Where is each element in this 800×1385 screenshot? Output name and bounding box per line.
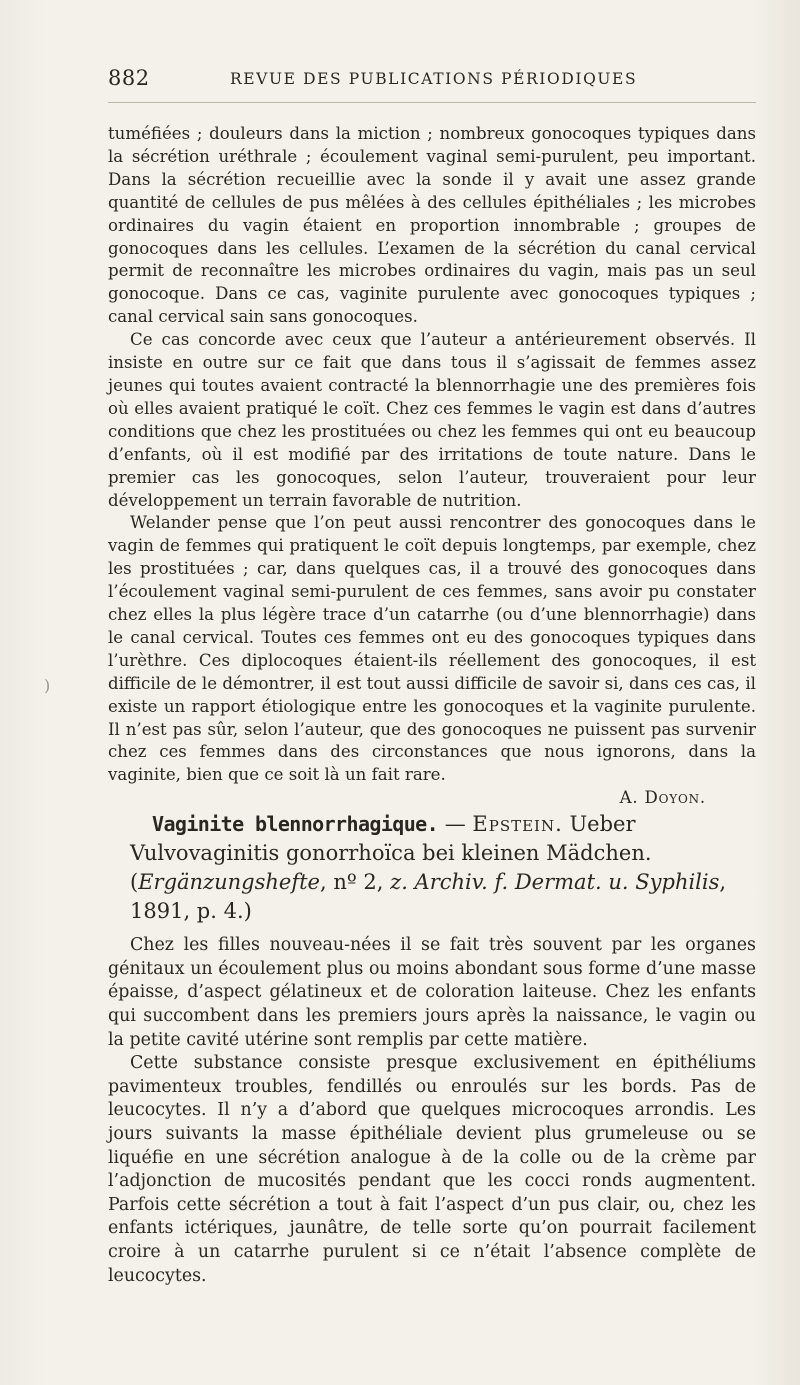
paragraph-5: Cette substance consiste presque exclusivement en épithéliums pavimenteux troubles, fendillés ou enroulés sur les bords. Pas de leucocytes. Il n’y a d’abord que quelques microcoques arrondis. Les jours suivants la masse épithéliale devient plus grumeleuse ou se liquéfie en une sécrétion analogue à de la colle ou de la crème par l’adjonction de mucosités pendant que les cocci ronds augmentent. Parfois cette sécrétion a tout à fait l’aspect d’un pus clair, ou, chez les enfants ictériques, jaunâtre, de telle sorte qu’on pourrait facilement croire à un catarrhe purulent si ce n’était l’absence complète de leucocytes.: [108, 1053, 756, 1286]
article-author: Epstein.: [472, 812, 563, 837]
paragraph-1: tuméfiées ; douleurs dans la miction ; nombreux gonocoques typiques dans la sécrétion uréthrale ; écoulement vaginal semi-purulent, peu important. Dans la sécrétion recueillie avec la sonde il y avait une assez grande quantité de cellules de pus mêlées à des cellules épithéliales ; les microbes ordinaires du vagin étaient en proportion innombrable ; groupes de gonocoques dans les cellules. L’examen de la sécrétion du canal cervical permit de reconnaître les microbes ordinaires du vagin, mais pas un seul gonocoque. Dans ce cas, vaginite purulente avec gonocoques typiques ; canal cervical sain sans gonocoques.: [108, 124, 756, 327]
running-title: REVUE DES PUBLICATIONS PÉRIODIQUES: [230, 70, 638, 88]
page-number: 882: [108, 66, 150, 90]
header-rule: [108, 102, 756, 103]
page-body: [108, 123, 756, 1288]
author-signature: A. Doyon.: [619, 788, 706, 808]
running-header: [108, 66, 756, 100]
issue-number: , nº 2,: [319, 870, 391, 895]
margin-mark: ): [44, 676, 51, 695]
article-body: [108, 934, 756, 1288]
article-title: Ueber Vulvovaginitis gonorrhoïca bei kleinen Mädchen. (: [130, 812, 652, 895]
paragraph-2: Ce cas concorde avec ceux que l’auteur a antérieurement observés. Il insiste en outre sur ce fait que dans tous il s’agissait de femmes assez jeunes qui toutes avaient contracté la blennorrhagie une des premières fois où elles avaient pratiqué le coït. Chez ces femmes le vagin est dans d’autres conditions que chez les prostituées ou chez les femmes qui ont eu beaucoup d’enfants, où il est modifié par des irritations de toute nature. Dans le premier cas les gonocoques, selon l’auteur, trouveraient pour leur développement un terrain favorable de nutrition.: [108, 330, 756, 510]
heading-dash: —: [438, 812, 473, 837]
article-subject: Vaginite blennorrhagique.: [152, 812, 439, 837]
paragraph-4: Chez les filles nouveau-nées il se fait très souvent par les organes génitaux un écoulement plus ou moins abondant sous forme d’une masse épaisse, d’aspect gélatineux et de coloration laiteuse. Chez les enfants qui succombent dans les premiers jours après la naissance, le vagin ou la petite cavité utérine sont remplis par cette matière.: [108, 935, 756, 1050]
journal-supplement: Ergänzungshefte: [138, 870, 320, 895]
citation-end: , 1891, p. 4.): [130, 870, 727, 924]
journal-name: z. Archiv. f. Dermat. u. Syphilis: [390, 870, 720, 895]
article-heading: [108, 810, 756, 926]
paragraph-3: Welander pense que l’on peut aussi rencontrer des gonocoques dans le vagin de femmes qui pratiquent le coït depuis longtemps, par exemple, chez les prostituées ; car, dans quelques cas, il a trouvé des gonocoques dans l’écoulement vaginal semi-purulent de ces femmes, sans avoir pu constater chez elles la plus légère trace d’un catarrhe (ou d’une blennorrhagie) dans le canal cervical. Toutes ces femmes ont eu des gonocoques typiques dans l’urèthre. Ces diplocoques étaient-ils réellement des gonocoques, il est difficile de le démontrer, il est tout aussi difficile de savoir si, dans ces cas, il existe un rapport étiologique entre les gonocoques et la vaginite purulente. Il n’est pas sûr, selon l’auteur, que des gonocoques ne puissent pas survenir chez ces femmes dans des circonstances que nous ignorons, dans la vaginite, bien que ce soit là un fait rare.: [108, 513, 756, 785]
